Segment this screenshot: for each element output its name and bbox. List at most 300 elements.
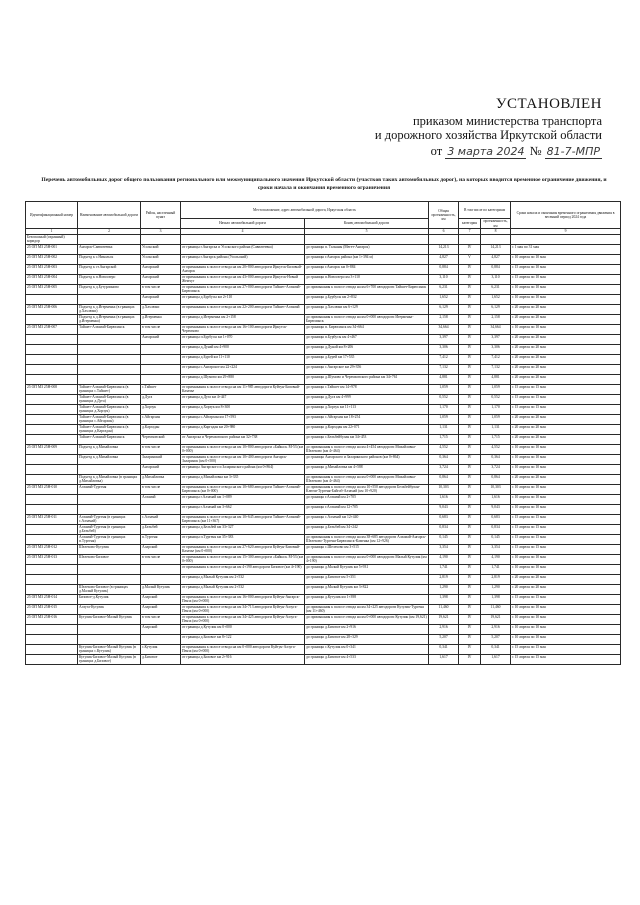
cell-id: 25 ОП МЗ 25Н-006	[26, 305, 78, 315]
cell-period: с 10 апреля по 10 мая	[511, 485, 621, 495]
cell-period: с 20 апреля по 20 мая	[511, 435, 621, 445]
cell-id	[26, 465, 78, 475]
cell-length: 1,652	[429, 295, 459, 305]
cell-start: от примыкания к полосе отвода на км 16+000 автодороги Куйтун-Ангарск-Пенза (км 0+000)	[181, 595, 305, 605]
cell-road-name: Ангарск-Савватеевка	[78, 245, 141, 255]
cell-end: до границы с.Ангарское км 29+356	[305, 365, 429, 375]
cell-start: от границы г.Алзамай км 3+662	[181, 505, 305, 515]
cell-category: IV	[459, 415, 481, 425]
cell-start: от границы д.Бизовое км 8+122	[181, 635, 305, 645]
cell-road-name: Кутулик-Бизовое-Малый Кутулик (в границах д.Бизовое)	[78, 655, 141, 665]
cell-period: с 15 апреля по 15 мая	[511, 595, 621, 605]
cell-road-name	[78, 295, 141, 305]
cell-period: с 20 апреля по 20 мая	[511, 375, 621, 385]
cell-category: IV	[459, 655, 481, 665]
cell-id	[26, 645, 78, 655]
cell-period: с 10 апреля по 10 мая	[511, 445, 621, 455]
cell-length: 19,621	[429, 615, 459, 625]
cell-length: 1,616	[429, 495, 459, 505]
cell-start: от границы д.Дунай км 4+900	[181, 345, 305, 355]
cell-period: с 15 апреля по 10 мая	[511, 265, 621, 275]
table-row	[26, 655, 621, 665]
table-row	[26, 505, 621, 515]
table-row	[26, 265, 621, 275]
cell-route: Аларский	[141, 625, 181, 635]
cell-id	[26, 475, 78, 485]
table-row	[26, 405, 621, 415]
cell-category: IV	[459, 265, 481, 275]
header-start: Начало автомобильной дороги	[181, 219, 305, 229]
cell-category: IV	[459, 435, 481, 445]
table-row	[26, 365, 621, 375]
cell-route: в том числе	[141, 325, 181, 335]
cell-route: Усольский	[141, 245, 181, 255]
cell-length: 34,664	[429, 325, 459, 335]
cell-route: Усольский	[141, 255, 181, 265]
col-number: 1	[26, 229, 78, 235]
cell-road-name: Подъезд к д.Михайловка	[78, 455, 141, 465]
table-row	[26, 355, 621, 365]
cell-route: с.Айгархин	[141, 415, 181, 425]
cell-period: с 10 апреля по 10 мая	[511, 285, 621, 295]
cell-category-length: 6,129	[481, 305, 511, 315]
cell-period: с 10 апреля по 10 мая	[511, 465, 621, 475]
cell-category: IV	[459, 355, 481, 365]
cell-category-length: 0,145	[481, 535, 511, 545]
cell-start: от примыкания к полосе отвода на км 16+100 автодороги Иркутск-Черемхово	[181, 325, 305, 335]
cell-end: до примыкания к полосе отвода на км 0+000 автодороги Игерменка-Бирюсинск	[305, 315, 429, 325]
cell-category: IV	[459, 375, 481, 385]
cell-category-length: 2,819	[481, 575, 511, 585]
cell-start: от примыкания к полосе отвода на км 11+985 автодороги Куйтун-Бизовый-Казачье	[181, 385, 305, 395]
cell-end: до границы д.Кутулик км 1+398	[305, 595, 429, 605]
cell-category-length: 1,059	[481, 385, 511, 395]
table-row	[26, 255, 621, 265]
approval-stamp	[302, 96, 602, 159]
cell-start: от границы д.Хорзук км 8+300	[181, 405, 305, 415]
cell-id: 25 ОП МЗ 25Н-009	[26, 445, 78, 455]
cell-category-length: 0,834	[481, 525, 511, 535]
table-row	[26, 645, 621, 655]
cell-road-name: Подъезд к д.Михайловка (в границах д.Михайловка)	[78, 475, 141, 485]
cell-end: до границы д.Бельбей км 34+242	[305, 525, 429, 535]
cell-road-name	[78, 565, 141, 575]
cell-start: от границы д.Каргадан км 20+980	[181, 425, 305, 435]
cell-start: от границы д.Кутулик км 0+000	[181, 625, 305, 635]
cell-start: от примыкания к полосе отвода на км 0+000 автодороги Куйтун-Алзуга-Пенза (км 0+000)	[181, 645, 305, 655]
cell-end: до границы с.Айгархин км 18+254	[305, 415, 429, 425]
cell-end: до границы д.Малый Кутулик км 3+822	[305, 585, 429, 595]
cell-road-name: Алзамай-Тургеня	[78, 485, 141, 495]
cell-road-name: Кутулик-Бизовое-Малый Кутулик	[78, 615, 141, 625]
cell-id	[26, 575, 78, 585]
cell-route	[141, 345, 181, 355]
table-header-row	[26, 202, 621, 219]
cell-category-length: 1,652	[481, 295, 511, 305]
cell-road-name: Шелехово-Бизовое (в границах д.Малый Кутулик)	[78, 585, 141, 595]
cell-length: 0,341	[429, 645, 459, 655]
table-row	[26, 395, 621, 405]
cell-road-name: Шелехово-Бизовое	[78, 555, 141, 565]
cell-road-name	[78, 495, 141, 505]
cell-period: с 15 апреля по 15 мая	[511, 405, 621, 415]
cell-category: IV	[459, 365, 481, 375]
cell-category: IV	[459, 345, 481, 355]
header-name: Наименование автомобильной дороги	[78, 202, 141, 229]
cell-length: 5,207	[429, 635, 459, 645]
cell-period: с 10 апреля по 10 мая	[511, 625, 621, 635]
cell-end: до границы д.Бизовое км 2+916	[305, 625, 429, 635]
cell-end: до примыкания к полосе отвода на км 0+000 автодороги Малый Кутулик (км 4+190)	[306, 555, 427, 564]
table-row	[26, 625, 621, 635]
cell-start: от примыкания к полосе отвода на км 34+425 автодороги Куйтун-Алзуга-Пенза (км 0+000)	[181, 615, 305, 625]
cell-start: от границы п.Тургеня км 35+383	[181, 535, 305, 545]
cell-category-length: 1,170	[481, 405, 511, 415]
cell-start: от примыкания к полосе отвода на км 15+300 автодороги «Байкал» М-53 (км 0+000)	[182, 555, 303, 564]
cell-route: д.Михайловка	[141, 475, 181, 485]
cell-end: до границы д.Хахлюки км 6+129	[305, 305, 429, 315]
cell-period: с 10 апреля по 10 мая	[511, 565, 621, 575]
cell-period: с 10 апреля по 10 мая	[511, 555, 621, 565]
cell-category-length: 9,043	[481, 505, 511, 515]
header-location: Местоположение, адрес автомобильной дороги, Иркутская область	[181, 202, 429, 219]
table-row	[26, 585, 621, 595]
cell-period: с 15 апреля по 15 мая	[511, 515, 621, 525]
cell-route: в том числе	[141, 485, 181, 495]
cell-road-name: Бизовое-д.Кутулик	[78, 595, 141, 605]
col-number: 5	[305, 229, 429, 235]
cell-period: с 20 апреля по 20 мая	[511, 475, 621, 485]
cell-route: Ангарский	[141, 465, 181, 475]
cell-id	[26, 355, 78, 365]
cell-category-length: 2,916	[481, 625, 511, 635]
cell-route: д.Хорзук	[141, 405, 181, 415]
cell-category: IV	[459, 515, 481, 525]
cell-period: с 10 апреля по 10 мая	[511, 255, 621, 265]
cell-route	[141, 375, 181, 385]
cell-id: 25 ОП МЗ 25Н-013	[26, 555, 78, 565]
cell-road-name	[78, 505, 141, 515]
cell-road-name: Подъезд к п.Новоозеро	[78, 275, 141, 285]
table-row	[26, 345, 621, 355]
cell-length: 4,190	[429, 555, 459, 565]
cell-start: от границы д.Дуга км 4+447	[181, 395, 305, 405]
cell-end: до примыкания к полосе отвода на км 6+700 автодороги Тайшет-Бирюсинск	[305, 285, 429, 295]
cell-start: от границы с.Ангарское км 22+224	[181, 365, 305, 375]
cell-category-length: 3,397	[481, 335, 511, 345]
cell-period: с 15 апреля по 15 мая	[511, 655, 621, 665]
cell-end: до границы д.Бизовое км 5+351	[305, 575, 429, 585]
table-row	[26, 565, 621, 575]
cell-id	[26, 565, 78, 575]
col-number: 9	[511, 229, 621, 235]
table-row	[26, 425, 621, 435]
cell-end: до границы Ангарского и Заларинского районов (км 0+864)	[305, 455, 429, 465]
cell-id	[26, 635, 78, 645]
cell-category: IV	[459, 565, 481, 575]
cell-length: 2,916	[429, 625, 459, 635]
cell-id: 25 ОП МЗ 25Н-008	[26, 385, 78, 395]
cell-category: IV	[459, 465, 481, 475]
cell-id: 25 ОП МЗ 25Н-003	[26, 265, 78, 275]
cell-id	[26, 425, 78, 435]
cell-road-name: Подъезд к с.Никольск	[78, 255, 141, 265]
cell-category: IV	[459, 555, 481, 565]
cell-road-name: Подъезд к д.Игерменка (в границах д.Игерменка)	[78, 315, 141, 325]
cell-category: IV	[459, 295, 481, 305]
cell-route: Ангарский	[141, 295, 181, 305]
cell-category-length: 7,412	[481, 355, 511, 365]
cell-route	[141, 365, 181, 375]
cell-category-length: 2,158	[481, 315, 511, 325]
cell-end: до границы с.Шелехово км 3+515	[305, 545, 429, 555]
cell-end: до границы д.Шумово и Черемховского района км 34+761	[305, 375, 429, 385]
cell-id	[26, 315, 78, 325]
document-title: Перечень автомобильных дорог общего пользования регионального или межмуниципального значения Иркутской области (участков таких автомобильных дорог), на которых вводится временное ограничение движения, и сроки начала и окончания временного ограничения	[41, 177, 607, 191]
cell-length: 1,715	[429, 435, 459, 445]
cell-category-length: 1,715	[481, 435, 511, 445]
cell-category-length: 14,213	[481, 245, 511, 255]
cell-id	[26, 375, 78, 385]
cell-category: IV	[459, 575, 481, 585]
approval-title: УСТАНОВЛЕН	[495, 96, 602, 112]
cell-category-length: 4,827	[481, 255, 511, 265]
cell-road-name: Подъезд к ст.Ангарской	[78, 265, 141, 275]
cell-length: 4,827	[429, 255, 459, 265]
cell-start: от Ангарска и Черемховского района км 32+738	[181, 435, 305, 445]
table-row	[26, 315, 621, 325]
cell-road-name: Шелехово-Кутулик	[78, 545, 141, 555]
header-length-cat: протяженность, км	[481, 219, 511, 229]
cell-route: п.Тургеня	[141, 535, 181, 545]
cell-category-length: 3,724	[481, 465, 511, 475]
cell-length: 0,145	[429, 535, 459, 545]
cell-start: от границы п.Бурбусы км 1+070	[181, 335, 305, 345]
cell-end: до примыкания к полосе отвода на км 0+000 автодороги Кутулик (км 19,621)	[305, 615, 429, 625]
cell-road-name: Тайшет-Алзамай-Бирюсинск (в границах д.Дуга)	[78, 395, 141, 405]
cell-period: с 20 апреля по 20 мая	[511, 575, 621, 585]
cell-period: с 20 апреля по 20 мая	[511, 335, 621, 345]
table-row	[26, 615, 621, 625]
cell-id	[26, 345, 78, 355]
cell-category-length: 1,059	[481, 415, 511, 425]
cell-id	[26, 395, 78, 405]
cell-road-name	[78, 625, 141, 635]
cell-end: до границы с.Бельбейбулан км 34+453	[305, 435, 429, 445]
table-row	[26, 435, 621, 445]
col-number: 3	[141, 229, 181, 235]
cell-route: Алзамай	[141, 495, 181, 505]
cell-end: до границы п. Тальяны (Мегет-Ангарск)	[305, 245, 429, 255]
cell-route: д.Дуга	[141, 395, 181, 405]
cell-end: до границы д.Дуга км 4+999	[305, 395, 429, 405]
cell-end: до границы д.Михайловка км 4+588	[305, 465, 429, 475]
cell-length: 2,158	[429, 315, 459, 325]
cell-end: до границы д.Малый Кутулик км 5+931	[305, 565, 429, 575]
cell-start: от границы д.Михайловка км 3+335	[181, 475, 305, 485]
cell-period: с 10 апреля по 10 мая	[511, 605, 621, 615]
cell-start: от границы г.Ангарска и Усольского района (Савватеевка)	[181, 245, 305, 255]
cell-category: IV	[459, 425, 481, 435]
cell-category: IV	[459, 615, 481, 625]
cell-route: Ангарский	[141, 335, 181, 345]
cell-end: до примыкания к полосе отвода на км 0+000 автодороги Михайловка-Шелехово (км 4+464)	[305, 475, 429, 485]
cell-route: д.Игерменка	[141, 315, 181, 325]
header-period: Сроки начала и окончания временного ограничения движения в весенний период 2024 года	[511, 202, 621, 229]
cell-road-name: Тайшет-Алзамай-Бирюсинск	[78, 325, 141, 335]
approval-line-1: приказом министерства транспорта	[412, 113, 602, 128]
cell-route: д.Бизовое	[141, 655, 181, 665]
handwritten-date: 3 марта 2024	[447, 145, 525, 159]
cell-route	[141, 575, 181, 585]
cell-category-length: 4,881	[481, 375, 511, 385]
cell-id: 25 ОП МЗ 25Н-001	[26, 245, 78, 255]
col-number: 6	[429, 229, 459, 235]
cell-road-name: Тайшет-Алзамай-Бирюсинск (в границах д.Каргадан)	[78, 425, 141, 435]
cell-category: IV	[459, 315, 481, 325]
table-row	[26, 325, 621, 335]
cell-road-name: Кутулик-Бизовое-Малый Кутулик (в границах с.Кутулик)	[78, 645, 141, 655]
cell-length: 2,819	[429, 575, 459, 585]
cell-id: 25 ОП МЗ 25Н-012	[26, 545, 78, 555]
cell-category-length: 4,552	[481, 445, 511, 455]
cell-route: д.Бельбей	[141, 525, 181, 535]
cell-period: с 20 апреля по 20 мая	[511, 345, 621, 355]
cell-category: IV	[459, 585, 481, 595]
cell-category: IV	[459, 305, 481, 315]
cell-period: с 15 апреля по 15 мая	[511, 545, 621, 555]
cell-route: с.Кутулик	[141, 645, 181, 655]
table-row	[26, 245, 621, 255]
table-row	[26, 295, 621, 305]
cell-start: от примыкания к полосе отвода на км 43+000 автодороги Иркутск-Новый Жемчуг	[181, 275, 305, 285]
cell-period: с 20 апреля по 20 мая	[511, 415, 621, 425]
cell-end: до границы д.Бурбусы км 2+832	[305, 295, 429, 305]
cell-category	[459, 235, 481, 245]
cell-category-length: 7,132	[481, 365, 511, 375]
cell-category-length: 0,552	[481, 395, 511, 405]
cell-road-name: Тайшет-Алзамай-Бирюсинск	[78, 435, 141, 445]
cell-category: IV	[459, 605, 481, 615]
cell-route: Аларский	[141, 595, 181, 605]
cell-length: 3,306	[429, 345, 459, 355]
cell-category-length: 34,664	[481, 325, 511, 335]
header-route: Район, населенный пункт	[141, 202, 181, 229]
table-row	[26, 305, 621, 315]
cell-category-length: 1,616	[481, 495, 511, 505]
cell-id	[26, 585, 78, 595]
cell-category: IV	[459, 545, 481, 555]
cell-road-name: Алзамай-Тургеня (в границах с.Алзамай)	[78, 515, 141, 525]
cell-category: IV	[459, 595, 481, 605]
cell-start: от примыкания к полосе отвода на км 10+680 автодороги Тайшет-Алзамай-Бирюсинск (км 0+000)	[181, 485, 305, 495]
cell-period: с 10 апреля по 10 мая	[511, 455, 621, 465]
cell-length: 4,881	[429, 375, 459, 385]
col-number: 8	[481, 229, 511, 235]
cell-end: до границы г.Ангарск км 0+884	[305, 265, 429, 275]
cell-category-length: 1,617	[481, 655, 511, 665]
cell-road-name: Подъезд к д.Бутурлиново	[78, 285, 141, 295]
cell-start: от границы д.Малый Кутулик км 2+532	[181, 575, 305, 585]
cell-period: с 10 апреля по 10 мая	[511, 505, 621, 515]
cell-id: 25 ОП МЗ 25Н-002	[26, 255, 78, 265]
cell-start: от границы д.Малый Кутулик км 2+532	[181, 585, 305, 595]
cell-category-length: 0,683	[481, 515, 511, 525]
cell-length: 0,864	[429, 475, 459, 485]
col-number: 4	[181, 229, 305, 235]
cell-end: до границы с.Тайшет км 14+978	[305, 385, 429, 395]
table-row	[26, 545, 621, 555]
cell-category: IV	[459, 455, 481, 465]
cell-start: от примыкания к полосе отвода на км 27+000 автодороги Тайшет-Алзамай-Бирюсинск	[181, 285, 305, 295]
cell-start: от примыкания к полосе отвода на км 34+713 автодороги Куйтун-Алзуга-Пенза (км 0+000)	[181, 605, 305, 615]
table-row	[26, 455, 621, 465]
cell-start	[181, 235, 305, 245]
cell-length: 3,354	[429, 545, 459, 555]
cell-end: до границы г.Алзамай км 12+705	[305, 505, 429, 515]
cell-id	[26, 525, 78, 535]
cell-route: с.Тайшет	[141, 385, 181, 395]
table-row	[26, 385, 621, 395]
cell-route	[141, 635, 181, 645]
cell-length: 1,131	[429, 425, 459, 435]
cell-category-length: 0,884	[481, 265, 511, 275]
cell-road-name: Подъезд к д.Михайловка	[78, 445, 141, 455]
cell-road-name	[78, 375, 141, 385]
cell-end: до границы д.Каргадан км 22+071	[305, 425, 429, 435]
cell-length: 0,834	[429, 525, 459, 535]
cell-road-name	[78, 575, 141, 585]
cell-id: 25 ОП МЗ 25Н-010	[26, 485, 78, 495]
table-row	[26, 575, 621, 585]
cell-length: 6,129	[429, 305, 459, 315]
handwritten-number: 81-7-МПР	[546, 145, 600, 159]
cell-start: от примыкания к полосе отвода на км 4+190 автодороги Бизовое (км 4+190)	[181, 565, 305, 575]
cell-length	[429, 235, 459, 245]
cell-road-name: Тайшет-Алзамай-Бирюсинск (в границах с.Тайшет)	[78, 385, 141, 395]
cell-id	[26, 625, 78, 635]
cell-route: Ангарский	[141, 275, 181, 285]
cell-start: от границы д.Бизовое км 2+916	[181, 655, 305, 665]
cell-end: до границы д.Хорзук км 11+113	[305, 405, 429, 415]
cell-id	[26, 365, 78, 375]
cell-route: Заларинский	[141, 455, 181, 465]
number-prefix: №	[529, 144, 542, 159]
table-row	[26, 285, 621, 295]
cell-route: с.Алзамай	[141, 515, 181, 525]
approval-date-line	[302, 144, 602, 159]
cell-end: до границы д.Бурей км 17+535	[305, 355, 429, 365]
cell-length: 9,043	[429, 505, 459, 515]
cell-period: с 10 апреля по 10 мая	[511, 325, 621, 335]
cell-end: до границы г.Ангарск района (км 1+394 м)	[305, 255, 429, 265]
table-row	[26, 235, 621, 245]
cell-category: IV	[459, 645, 481, 655]
cell-start: от примыкания к полосе отвода на км 27+620 автодороги Куйтун-Бизовый-Казачье (км 0+000)	[181, 545, 305, 555]
cell-category: IV	[459, 445, 481, 455]
cell-period: с 15 апреля по 10 мая	[511, 275, 621, 285]
cell-route	[141, 355, 181, 365]
cell-end: до границы д.Бизовое км 28+329	[305, 635, 429, 645]
cell-category: IV	[459, 395, 481, 405]
table-row	[26, 475, 621, 485]
cell-route: Аларский	[141, 545, 181, 555]
col-number: 2	[78, 229, 141, 235]
cell-id: 25 ОП МЗ 25Н-015	[26, 605, 78, 615]
cell-period: с 10 апреля по 10 мая	[511, 495, 621, 505]
table-body	[26, 235, 621, 665]
cell-length: 1,059	[429, 415, 459, 425]
